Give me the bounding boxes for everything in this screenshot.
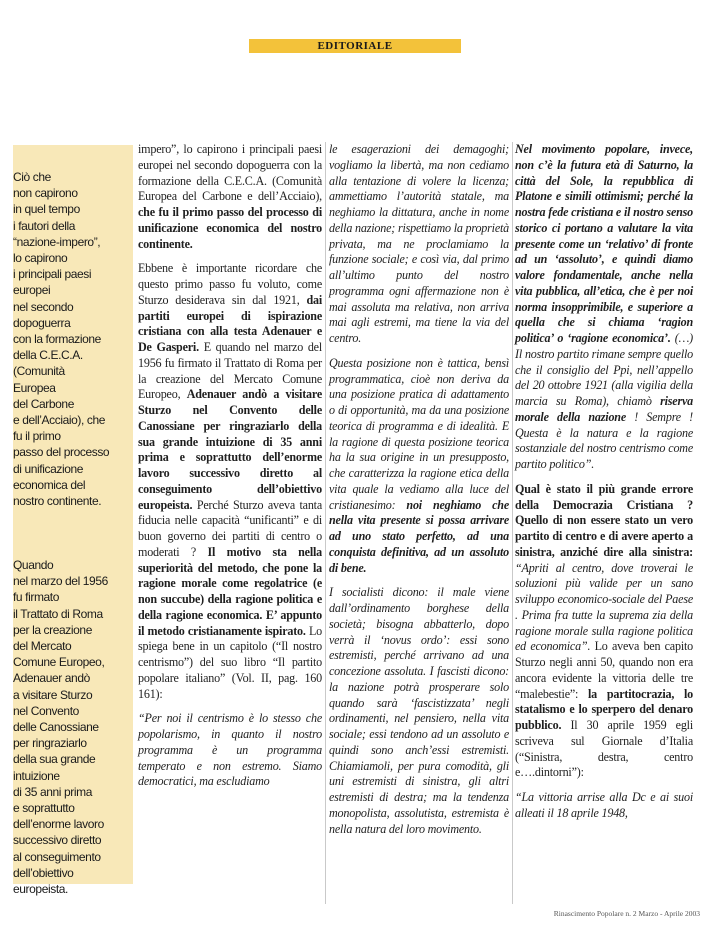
pull-quote-line: i fautori della (13, 218, 76, 233)
pull-quote-line: nel Convento (13, 703, 79, 718)
pull-quote-line: Ciò che (13, 170, 51, 184)
pull-quote-line: europeista. (13, 882, 68, 897)
column-divider (512, 142, 513, 904)
pull-quote-line: il Trattato di Roma (13, 606, 103, 621)
pull-quote-line: per ringraziarlo (13, 736, 87, 751)
pull-quote-line: nel secondo (13, 299, 74, 314)
pull-quote-line: in quel tempo (13, 202, 80, 217)
pull-quote-line: di unificazione (13, 461, 84, 476)
pull-quote-line: lo capirono (13, 251, 68, 266)
pull-quote-line: Adenauer andò (13, 671, 90, 686)
pull-quote-line: nel marzo del 1956 (13, 574, 108, 589)
pull-quote-line: dell’enorme lavoro (13, 817, 104, 832)
pull-quote-line: della sua grande (13, 752, 96, 767)
pull-quote-line: i principali paesi (13, 267, 92, 282)
pull-quote-line: della C.E.C.A. (13, 348, 83, 363)
column-divider (325, 142, 326, 904)
article-column-2 (329, 142, 509, 846)
pull-quote-line: economica del (13, 477, 86, 492)
page-footer: Rinascimento Popolare n. 2 Marzo - Aprile 2003 (553, 909, 700, 918)
quote-paragraph: I socialisti dicono: il male viene dall’ordinamento borghese della società; bisogna abbatterlo, dopo verrà il ‘novus ordo’: essi sono estremisti, perché arrivano ad una concezione assoluta. I fascisti dicono: la nazione potrà prosperare solo quando sarà ‘fascistizzata’ negli ordinamenti, nel pensiero, nella vita sociale; essi tendono ad un assoluto e quindi sono anch’essi estremisti. Chiamiamoli, per pura comodità, gli uni estremisti di sinistra, gli altri estremisti di destra; ma la tendenza monopolista, assolutista, estremista è nella natura del loro movimento. (329, 585, 509, 836)
pull-quote-line: del Mercato (13, 639, 72, 654)
pull-quote-line: fu firmato (13, 590, 60, 605)
pull-quote-line: a visitare Sturzo (13, 687, 93, 702)
pull-quote-line: con la formazione (13, 332, 101, 347)
pull-quote-line: dell’obiettivo (13, 865, 74, 880)
paragraph: Ebbene è importante ricordare che questo primo passo fu voluto, come Sturzo desiderava sin dal 1921, dai partiti europei di ispirazione cristiana con alla testa Adenauer e De Gasperi. E quando nel marzo del 1956 fu firmato il Trattato di Roma per la creazione del Mercato Comune Europeo, Adenauer andò a visitare Sturzo nel Convento delle Canossiane per ringraziarlo della sua grande intuizione di 35 anni prima e soprattutto dell’enorme lavoro successivo diretto al conseguimento dell’obiettivo europeista. Perché Sturzo aveva tanta fiducia nelle capacità “unificanti” e di buon governo dei partiti di centro o moderati ? Il motivo sta nella superiorità del metodo, che pone la ragione morale come regolatrice (e non succube) della ragione politica e della ragione economica. E’ appunto il metodo cristianamente ispirato. Lo spiega bene in un capitolo (“Il nostro centrismo”) del suo libro “Il partito popolare italiano” (Vol. II, pag. 160 161): (138, 261, 322, 701)
paragraph: Qual è stato il più grande errore della Democrazia Cristiana ? Quello di non essere stato un vero partito di centro e di avere aperto a sinistra, anziché dire alla sinistra: “Apriti al centro, dove troverai le soluzioni più valide per un sano sviluppo economico-sociale del Paese . Prima fra tutte la suprema zia della ragione morale sulla ragione politica ed economica”. Lo aveva ben capito Sturzo negli anni 50, quando non era ancora evidente la vittoria delle tre “malebestie”: la partitocrazia, lo statalismo e lo sperpero del denaro pubblico. Il 30 aprile 1959 egli scriveva sul Giornale d’Italia (“Sinistra, destra, centro e….dintorni”): (515, 481, 694, 780)
pull-quote-line: Europea (13, 380, 56, 395)
pull-quote-line: di 35 anni prima (13, 784, 92, 799)
pull-quote-1 (13, 169, 121, 509)
pull-quote-line: fu il primo (13, 429, 61, 444)
pull-quote-line: “nazione-impero”, (13, 234, 101, 249)
pull-quote-line: successivo diretto (13, 833, 102, 848)
quote-paragraph: “Per noi il centrismo è lo stesso che popolarismo, in quanto il nostro programma è un programma temperato e non estremo. Siamo democratici, ma escludiamo (138, 711, 322, 789)
pull-quote-line: (Comunità (13, 364, 65, 379)
pull-quote-line: Comune Europeo, (13, 655, 105, 670)
quote-paragraph: “La vittoria arrise alla Dc e ai suoi alleati il 18 aprile 1948, (515, 790, 693, 820)
paragraph: impero”, lo capirono i principali paesi europei nel secondo dopoguerra con la formazione della C.E.C.A. (Comunità Europea del Carbone e dell’Acciaio), che fu il primo passo del processo di unificazione economica del nostro continente. (138, 142, 322, 251)
pull-quote-line: intuizione (13, 768, 60, 783)
pull-quote-line: europei (13, 283, 51, 298)
quote-paragraph: Nel movimento popolare, invece, non c’è la futura età di Saturno, la città del Sole, la repubblica di Platone e simili ottimismi; perché la nostra fede cristiana e il nostro senso storico ci portano a valutare la vita presente come un ‘relativo’ di fronte ad un ‘assoluto’, e quindi diamo valore fondamentale, anche nella vita pubblica, all’etica, che è per noi norma insopprimibile, e superiore a quella che si chiama ‘ragion politica’ o ‘ragione economica’. (…) Il nostro partito rimane sempre quello che il consiglio del Ppi, nell’appello del 20 ottobre 1921 (alla vigilia della marcia su Roma), chiamò riserva morale della nazione ! Sempre ! Questa è la natura e la ragione sostanziale del nostro centrismo come partito politico”. (515, 142, 693, 471)
pull-quote-line: Quando (13, 558, 54, 572)
pull-quote-line: al conseguimento (13, 849, 101, 864)
section-header: EDITORIALE (249, 39, 461, 53)
pull-quote-2 (13, 557, 121, 897)
pull-quote-line: per la creazione (13, 622, 92, 637)
pull-quote-line: e dell’Acciaio), che (13, 413, 106, 428)
pull-quote-line: delle Canossiane (13, 720, 99, 735)
quote-paragraph: Questa posizione non è tattica, bensì programmatica, cioè non deriva da una posizione pratica di adattamento o di opportunità, ma da una posizione teorica di programma e di idealità. E la ragione di questa posizione teorica ha la sua origine in un presupposto, che caratterizza la ragione etica della vita quale la vediamo alla luce del cristianesimo: noi neghiamo che nella vita presente si possa arrivare ad uno stato perfetto, ad una conquista definitiva, ad un assoluto di bene. (329, 355, 509, 575)
pull-quote-line: del Carbone (13, 396, 74, 411)
quote-paragraph: le esagerazioni dei demagoghi; vogliamo la libertà, ma non cediamo alla tentazione di volere la licenza; ammettiamo l’autorità statale, ma neghiamo la dittatura, anche in nome della nazione; rispettiamo la proprietà privata, ma ne proclamiamo la funzione sociale; e così via, dal primo all’ultimo punto del nostro programma ogni affermazione non è mai assoluta ma relativa, non arriva mai agli estremi, ma tiene la via del centro. (329, 142, 509, 345)
article-column-3 (515, 142, 693, 831)
article-column-1 (138, 142, 322, 799)
pull-quote-line: non capirono (13, 186, 78, 201)
pull-quote-line: passo del processo (13, 445, 110, 460)
pull-quote-line: e soprattutto (13, 801, 75, 816)
pull-quote-line: dopoguerra (13, 315, 71, 330)
pull-quote-line: nostro continente. (13, 494, 102, 509)
